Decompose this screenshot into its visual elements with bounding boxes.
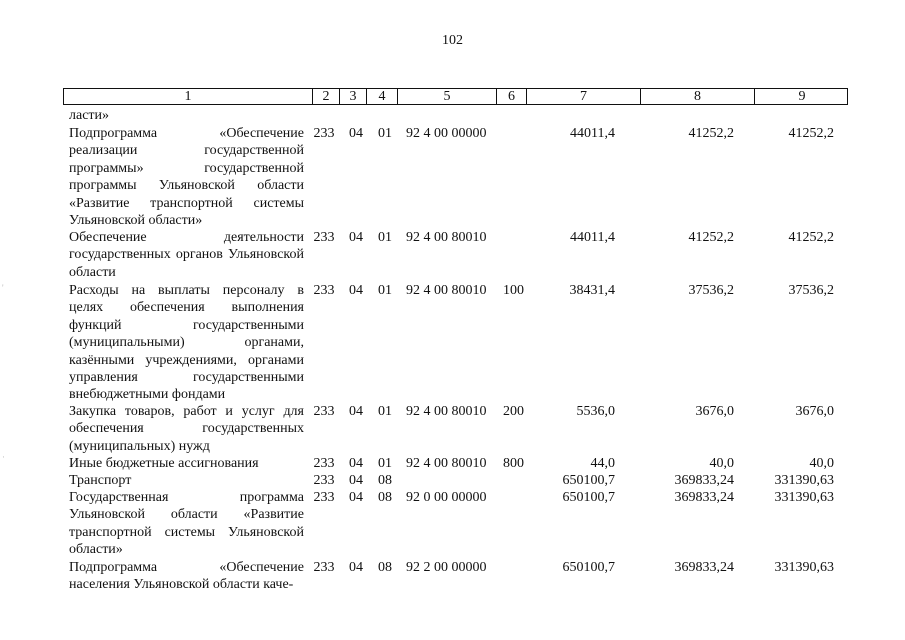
cell-c9: 41252,2 — [788, 230, 834, 245]
cell-c7: 44011,4 — [570, 126, 615, 141]
row-name: Подпрограмма «Обеспечение населения Ульяновской области каче- — [69, 560, 304, 593]
cell-c2: 233 — [313, 490, 335, 505]
cell-c4: 01 — [378, 404, 392, 419]
cell-c7: 650100,7 — [562, 473, 615, 488]
cell-c9: 331390,63 — [774, 473, 834, 488]
cell-c2: 233 — [313, 283, 335, 298]
cell-c4: 08 — [378, 490, 392, 505]
cell-c9: 331390,63 — [774, 490, 834, 505]
cell-c8: 369833,24 — [674, 473, 734, 488]
cell-c2: 233 — [313, 473, 335, 488]
cell-c9: 331390,63 — [774, 560, 834, 575]
cell-c9: 3676,0 — [795, 404, 834, 419]
cell-c6: 800 — [503, 456, 524, 471]
cell-c3: 04 — [349, 490, 363, 505]
cell-c9: 40,0 — [809, 456, 834, 471]
cell-c4: 01 — [378, 126, 392, 141]
cell-c7: 44,0 — [590, 456, 615, 471]
cell-c5: 92 4 00 80010 — [406, 456, 487, 471]
header-col-5: 5 — [397, 89, 496, 104]
cell-c5: 92 4 00 00000 — [406, 126, 487, 141]
cell-c5: 92 4 00 80010 — [406, 230, 487, 245]
cell-c5: 92 2 00 00000 — [406, 560, 487, 575]
cell-c4: 01 — [378, 230, 392, 245]
header-col-4: 4 — [366, 89, 397, 104]
cell-c4: 01 — [378, 283, 392, 298]
cell-c8: 41252,2 — [688, 126, 734, 141]
cell-c5: 92 4 00 80010 — [406, 283, 487, 298]
cell-c8: 40,0 — [709, 456, 734, 471]
row-name: Подпрограмма «Обеспечение реализации государственной программы» государственной программы Ульяновской области «Развитие транспортной системы Ульяновской области» — [69, 126, 304, 229]
cell-c7: 44011,4 — [570, 230, 615, 245]
cell-c3: 04 — [349, 456, 363, 471]
cell-c9: 37536,2 — [788, 283, 834, 298]
cell-c5: 92 0 00 00000 — [406, 490, 487, 505]
cell-c4: 01 — [378, 456, 392, 471]
header-col-1: 1 — [184, 89, 192, 104]
row-name: ласти» — [69, 108, 110, 123]
cell-c3: 04 — [349, 560, 363, 575]
scan-mark: ' — [2, 283, 4, 293]
cell-c8: 3676,0 — [695, 404, 734, 419]
cell-c2: 233 — [313, 230, 335, 245]
cell-c8: 41252,2 — [688, 230, 734, 245]
cell-c4: 08 — [378, 473, 392, 488]
cell-c5: 92 4 00 80010 — [406, 404, 487, 419]
row-name: Обеспечение деятельности государственных органов Ульяновской области — [69, 230, 304, 280]
cell-c3: 04 — [349, 404, 363, 419]
cell-c8: 37536,2 — [688, 283, 734, 298]
header-col-7: 7 — [526, 89, 640, 104]
cell-c8: 369833,24 — [674, 490, 734, 505]
header-col-9: 9 — [754, 89, 849, 104]
row-name: Закупка товаров, работ и услуг для обеспечения государственных (муниципальных) нужд — [69, 404, 304, 454]
cell-c3: 04 — [349, 283, 363, 298]
cell-c9: 41252,2 — [788, 126, 834, 141]
row-name: Иные бюджетные ассигнования — [69, 456, 259, 471]
cell-c8: 369833,24 — [674, 560, 734, 575]
cell-c2: 233 — [313, 560, 335, 575]
header-col-6: 6 — [496, 89, 526, 104]
cell-c3: 04 — [349, 473, 363, 488]
scan-mark: · — [2, 452, 5, 462]
cell-c2: 233 — [313, 126, 335, 141]
header-col-8: 8 — [640, 89, 754, 104]
table-header — [63, 88, 848, 105]
cell-c7: 650100,7 — [562, 560, 615, 575]
cell-c7: 38431,4 — [569, 283, 615, 298]
cell-c2: 233 — [313, 456, 335, 471]
row-name: Государственная программа Ульяновской области «Развитие транспортной системы Ульяновской области» — [69, 490, 304, 558]
cell-c7: 650100,7 — [562, 490, 615, 505]
cell-c6: 200 — [503, 404, 524, 419]
cell-c7: 5536,0 — [576, 404, 615, 419]
header-col-2: 2 — [312, 89, 339, 104]
row-name: Расходы на выплаты персоналу в целях обеспечения выполнения функций государственными (муниципальными) органами, казёнными учреждениями, органами управления государственными внебюджетными фондами — [69, 283, 304, 403]
cell-c3: 04 — [349, 230, 363, 245]
cell-c3: 04 — [349, 126, 363, 141]
cell-c2: 233 — [313, 404, 335, 419]
cell-c6: 100 — [503, 283, 524, 298]
header-col-3: 3 — [339, 89, 366, 104]
page-number: 102 — [442, 33, 463, 48]
row-name: Транспорт — [69, 473, 132, 488]
cell-c4: 08 — [378, 560, 392, 575]
